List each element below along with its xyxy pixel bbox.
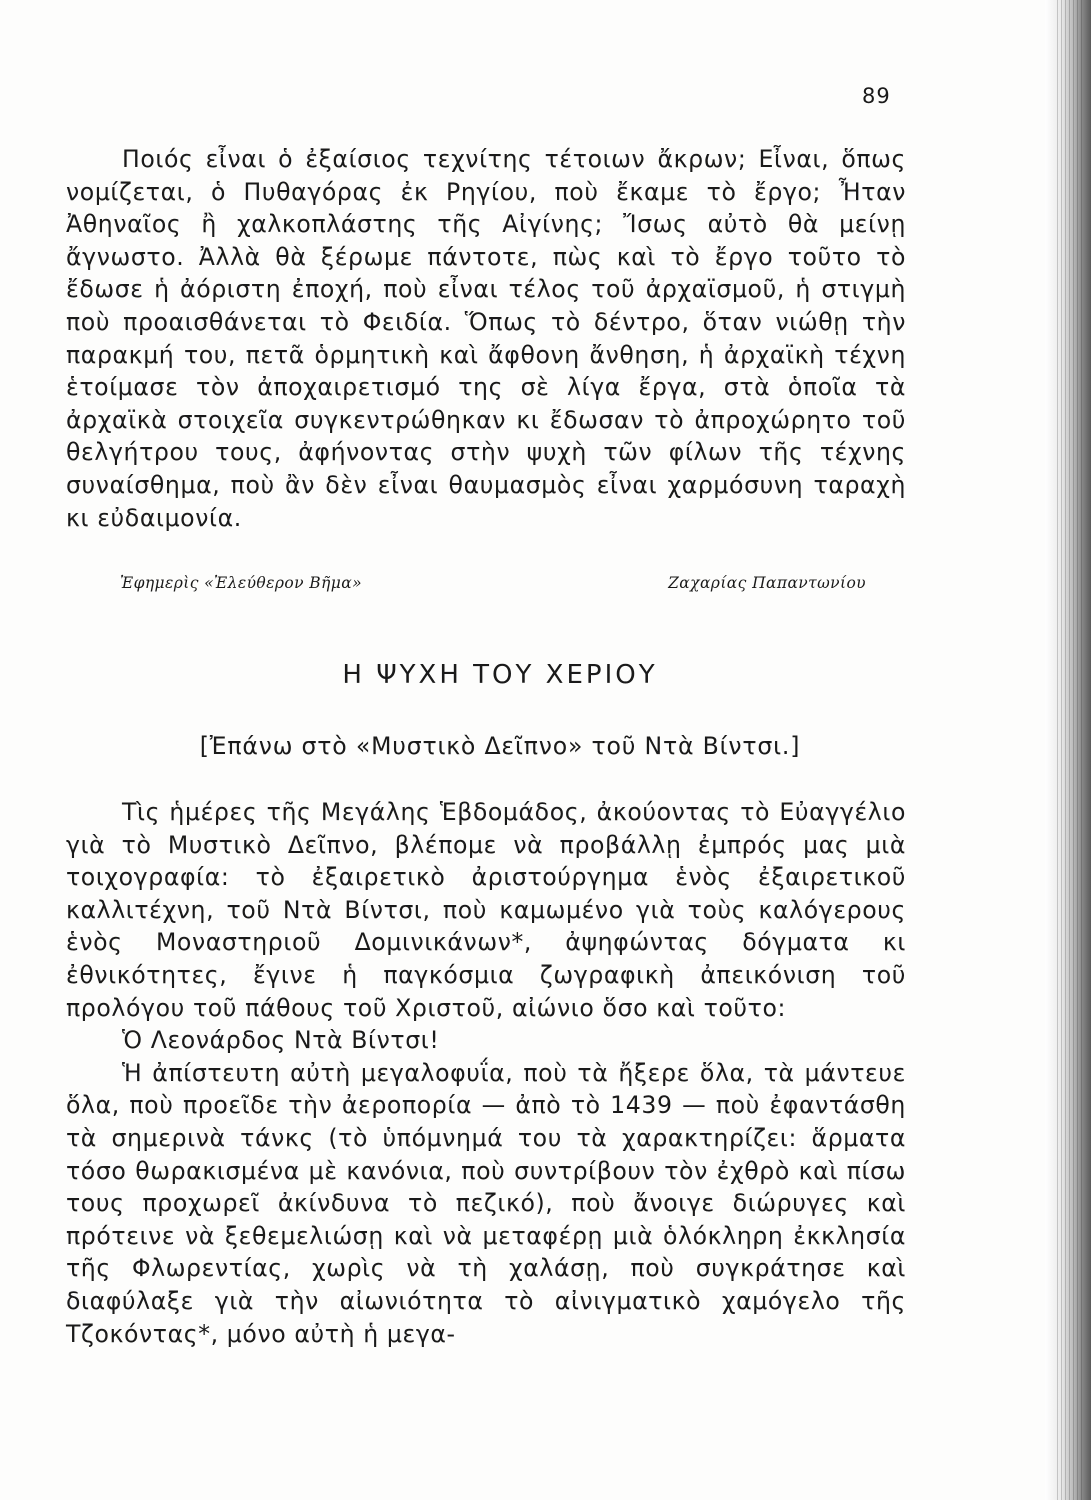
- attribution-line: [120, 574, 866, 600]
- page-number: 89: [862, 84, 891, 108]
- page-edge-lines: [1057, 0, 1085, 1500]
- author-name: Ζαχαρίας Παπαντωνίου: [668, 574, 866, 592]
- chapter-title: Η ΨΥΧΗ ΤΟΥ ΧΕΡΙΟΥ: [342, 660, 658, 690]
- paragraph: Ὁ Λεονάρδος Ντὰ Βίντσι!: [122, 1026, 440, 1055]
- paragraph: Ποιός εἶναι ὁ ἐξαίσιος τεχνίτης τέτοιων ἄκρων; Εἶναι, ὅπως νομίζεται, ὁ Πυθαγόρας ἐκ Ρηγίου, ποὺ ἔκαμε τὸ ἔργο; Ἦταν Ἀθηναῖος ἢ χαλκοπλάστης τῆς Αἰγίνης; Ἴσως αὐτὸ θὰ μείνῃ ἄγνωστο. Ἀλλὰ θὰ ξέρωμε πάντοτε, πὼς καὶ τὸ ἔργο τοῦτο τὸ ἔδωσε ἡ ἀόριστη ἐποχή, ποὺ εἶναι τέλος τοῦ ἀρχαϊσμοῦ, ἡ στιγμὴ ποὺ προαισθάνεται τὸ Φειδία. Ὅπως τὸ δέντρο, ὅταν νιώθῃ τὴν παρακμή του, πετᾶ ὁρμητικὴ καὶ ἄφθονη ἄνθηση, ἡ ἀρχαϊκὴ τέχνη ἑτοίμασε τὸν ἀποχαιρετισμό της σὲ λίγα ἔργα, στὰ ὁποῖα τὰ ἀρχαϊκὰ στοιχεῖα συγκεντρώθηκαν κι ἔδωσαν τὸ ἀπροχώρητο τοῦ θελγήτρου τους, ἀφήνοντας στὴν ψυχὴ τῶν φίλων τῆς τέχνης συναίσθημα, ποὺ ἂν δὲν εἶναι θαυμασμὸς εἶναι χαρμόσυνη ταραχὴ κι εὐδαιμονία.: [66, 145, 906, 532]
- second-section-text: [66, 796, 906, 1350]
- first-section-text: [66, 143, 906, 534]
- paragraph: Τὶς ἡμέρες τῆς Μεγάλης Ἑβδομάδος, ἀκούοντας τὸ Εὐαγγέλιο γιὰ τὸ Μυστικὸ Δεῖπνο, βλέπομε νὰ προβάλλῃ ἐμπρός μας μιὰ τοιχογραφία: τὸ ἐξαιρετικὸ ἀριστούργημα ἑνὸς ἐξαιρετικοῦ καλλιτέχνη, τοῦ Ντὰ Βίντσι, ποὺ καμωμένο γιὰ τοὺς καλόγερους ἑνὸς Μοναστηριοῦ Δομινικάνων*, ἀψηφώντας δόγματα κι ἐθνικότητες, ἔγινε ἡ παγκόσμια ζωγραφικὴ ἀπεικόνιση τοῦ προλόγου τοῦ πάθους τοῦ Χριστοῦ, αἰώνιο ὅσο καὶ τοῦτο:: [66, 798, 906, 1022]
- source-citation: Ἐφημερὶς «Ἐλεύθερον Βῆμα»: [120, 574, 362, 592]
- chapter-subtitle: [Ἐπάνω στὸ «Μυστικὸ Δεῖπνο» τοῦ Ντὰ Βίντσι.]: [199, 732, 801, 760]
- paragraph: Ἡ ἀπίστευτη αὐτὴ μεγαλοφυΐα, ποὺ τὰ ἤξερε ὅλα, τὰ μάντευε ὅλα, ποὺ προεῖδε τὴν ἀεροπορία — ἀπὸ τὸ 1439 — ποὺ ἐφαντάσθη τὰ σημερινὰ τάνκς (τὸ ὑπόμνημά του τὰ χαρακτηρίζει: ἅρματα τόσο θωρακισμένα μὲ κανόνια, ποὺ συντρίβουν τὸν ἐχθρὸ καὶ πίσω τους προχωρεῖ ἀκίνδυνα τὸ πεζικό), ποὺ ἄνοιγε διώρυγες καὶ πρότεινε νὰ ξεθεμελιώσῃ καὶ νὰ μεταφέρῃ μιὰ ὁλόκληρη ἐκκλησία τῆς Φλωρεντίας, χωρὶς νὰ τὴ χαλάσῃ, ποὺ συγκράτησε καὶ διαφύλαξε γιὰ τὴν αἰωνιότητα τὸ αἰνιγματικὸ χαμόγελο τῆς Τζοκόντας*, μόνο αὐτὴ ἡ μεγα-: [66, 1058, 906, 1348]
